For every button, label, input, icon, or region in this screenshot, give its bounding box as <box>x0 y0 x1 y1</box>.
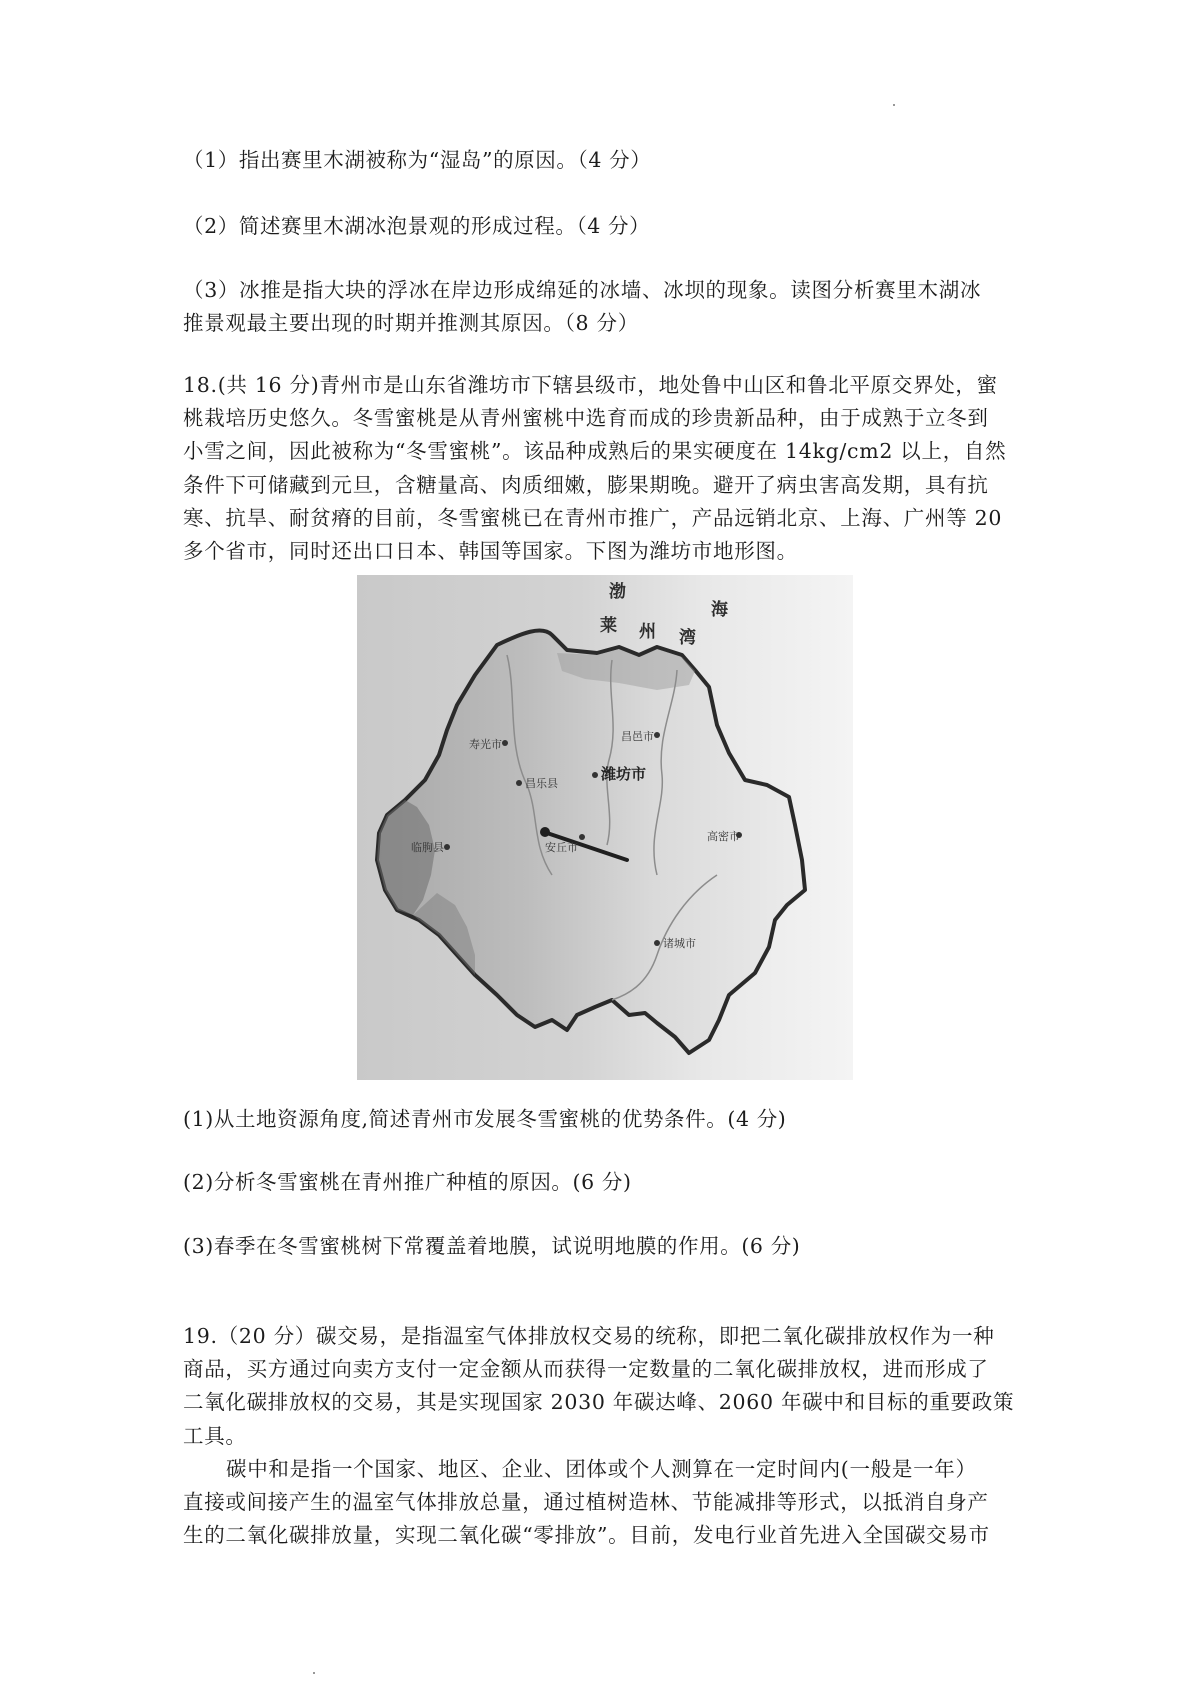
sea-label-char: 渤 <box>609 582 626 602</box>
city-dot-changyi <box>654 732 660 738</box>
q19-p2-line: 生的二氧化碳排放量，实现二氧化碳“零排放”。目前，发电行业首先进入全国碳交易市 <box>183 1523 990 1548</box>
city-label-zhucheng: 诸城市 <box>663 937 696 950</box>
q18-stem <box>183 369 1033 568</box>
q19-paragraph-2 <box>183 1453 1033 1553</box>
q18-stem-line: 18.(共 16 分)青州市是山东省潍坊市下辖县级市，地处鲁中山区和鲁北平原交界处，蜜 <box>183 373 998 397</box>
q19-line: 19.（20 分）碳交易，是指温室气体排放权交易的统称，即把二氧化碳排放权作为一种 <box>183 1324 995 1348</box>
q18-sub-3: (3)春季在冬雪蜜桃树下常覆盖着地膜，试说明地膜的作用。(6 分) <box>183 1234 801 1258</box>
city-dot-anqiu <box>579 834 585 840</box>
sea-label-char: 海 <box>711 600 728 620</box>
q18-stem-line: 桃栽培历史悠久。冬雪蜜桃是从青州蜜桃中选育而成的珍贵新品种，由于成熟于立冬到 <box>183 406 989 431</box>
city-label-anqiu: 安丘市 <box>545 841 578 854</box>
q18-stem-line: 寒、抗旱、耐贫瘠的目前，冬雪蜜桃已在青州市推广，产品远销北京、上海、广州等 20 <box>183 505 1003 530</box>
city-dot-shouguang <box>502 740 508 746</box>
city-dot-weifang <box>592 772 598 778</box>
scan-speck <box>313 1672 315 1674</box>
sea-label-char: 州 <box>639 622 656 642</box>
city-label-changle: 昌乐县 <box>525 777 558 790</box>
city-label-gaomi: 高密市 <box>707 830 740 843</box>
q19-line: 工具。 <box>183 1423 247 1448</box>
q19-p2-line: 碳中和是指一个国家、地区、企业、团体或个人测算在一定时间内(一般是一年） <box>226 1457 977 1481</box>
q18-stem-line: 条件下可储藏到元旦，含糖量高、肉质细嫩，膨果期晚。避开了病虫害高发期，具有抗 <box>183 472 989 497</box>
q17-sub-3-line: 推景观最主要出现的时期并推测其原因。（8 分） <box>183 311 639 336</box>
city-dot-zhucheng <box>654 940 660 946</box>
scan-speck <box>893 104 895 106</box>
terrain-map-figure <box>357 575 853 1080</box>
sea-label-char: 湾 <box>679 628 696 648</box>
city-label-shouguang: 寿光市 <box>469 738 502 751</box>
q18-stem-line: 小雪之间，因此被称为“冬雪蜜桃”。该品种成熟后的果实硬度在 14kg/cm2 以上，自然 <box>183 439 1007 464</box>
weifang-terrain-map <box>357 575 853 1080</box>
sea-label-char: 莱 <box>600 616 617 636</box>
q19-p2-line: 直接或间接产生的温室气体排放总量，通过植树造林、节能减排等形式，以抵消自身产 <box>183 1490 989 1515</box>
city-label-weifang: 潍坊市 <box>601 765 647 783</box>
q18-sub-1: (1)从土地资源角度,简述青州市发展冬雪蜜桃的优势条件。(4 分) <box>183 1107 787 1131</box>
city-label-linqu: 临朐县 <box>411 841 444 854</box>
q19-paragraph-1 <box>183 1320 1033 1453</box>
city-dot-changle <box>516 780 522 786</box>
q17-sub-3-line: （3）冰推是指大块的浮冰在岸边形成绵延的冰墙、冰坝的现象。读图分析赛里木湖冰 <box>183 278 982 302</box>
q19-line: 商品，买方通过向卖方支付一定金额从而获得一定数量的二氧化碳排放权，进而形成了 <box>183 1357 989 1382</box>
city-dot-linqu <box>444 844 450 850</box>
q18-stem-line: 多个省市，同时还出口日本、韩国等国家。下图为潍坊市地形图。 <box>183 539 798 564</box>
city-label-changyi: 昌邑市 <box>621 730 654 743</box>
q17-sub-1: （1）指出赛里木湖被称为“湿岛”的原因。（4 分） <box>183 148 652 172</box>
q18-sub-2: (2)分析冬雪蜜桃在青州推广种植的原因。(6 分) <box>183 1170 632 1194</box>
q17-sub-2: （2）简述赛里木湖冰泡景观的形成过程。（4 分） <box>183 214 651 238</box>
ridge-marker <box>540 827 550 837</box>
q19-line: 二氧化碳排放权的交易，其是实现国家 2030 年碳达峰、2060 年碳中和目标的重要政策 <box>183 1390 1015 1415</box>
q17-sub-3 <box>183 274 1033 340</box>
